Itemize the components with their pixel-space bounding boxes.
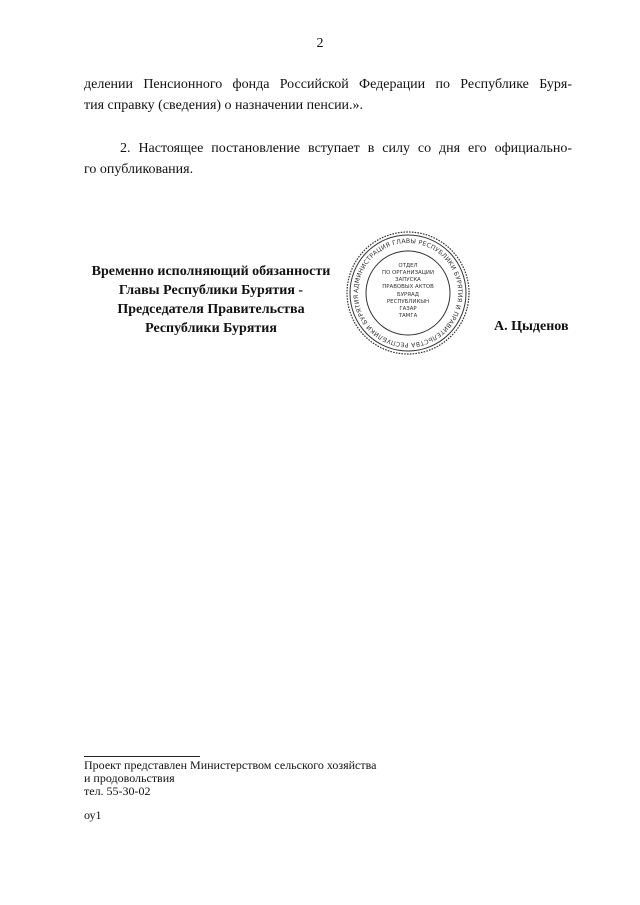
seal-ring-text: АДМИНИСТРАЦИЯ ГЛАВЫ РЕСПУБЛИКИ БУРЯТИЯ И ПРАВИТЕЛЬСТВА РЕСПУБЛИКИ БУРЯТИЯ <box>352 237 464 349</box>
footer-line: тел. 55-30-02 <box>84 784 151 798</box>
seal-center-line: РЕСПУБЛИКЫН <box>386 299 430 305</box>
signatory-name: А. Цыденов <box>494 319 569 334</box>
paragraph-line: тия справку (сведения) о назначении пенсии.». <box>84 98 364 113</box>
paragraph-effective-date <box>84 138 572 180</box>
paragraph-line: го опубликования. <box>84 162 194 177</box>
signatory-title-line: Главы Республики Бурятия - <box>118 283 304 298</box>
seal-center-line: ОТДЕЛ <box>398 263 418 269</box>
official-seal-stamp <box>345 230 471 356</box>
seal-center-line: ПО ОРГАНИЗАЦИИ <box>382 270 434 276</box>
signatory-title-line: Временно исполняющий обязанности <box>91 264 331 279</box>
signatory-title-line: Республики Бурятия <box>145 321 277 336</box>
document-code: оу1 <box>84 808 102 822</box>
signatory-title-line: Председателя Правительства <box>117 302 305 317</box>
signatory-title <box>76 262 346 338</box>
seal-center-line: БУРЯАД <box>397 292 419 298</box>
footer-line: и продовольствия <box>84 771 175 785</box>
footer-line: Проект представлен Министерством сельского хозяйства <box>84 758 377 772</box>
seal-center-line: ГАЗАР <box>399 306 417 312</box>
paragraph-line: делении Пенсионного фонда Российской Федерации по Республике Буря- <box>84 77 572 92</box>
footer-note <box>84 759 376 798</box>
seal-center-line: ПРАВОВЫХ АКТОВ <box>382 284 434 290</box>
paragraph-line: 2. Настоящее постановление вступает в силу со дня его официально- <box>120 141 572 156</box>
page-number: 2 <box>316 36 324 51</box>
seal-center-line: ТАМГА <box>398 313 418 319</box>
paragraph-continuation <box>84 74 572 116</box>
seal-center-line: ЗАПУСКА <box>395 277 421 283</box>
footnote-divider <box>84 756 200 757</box>
